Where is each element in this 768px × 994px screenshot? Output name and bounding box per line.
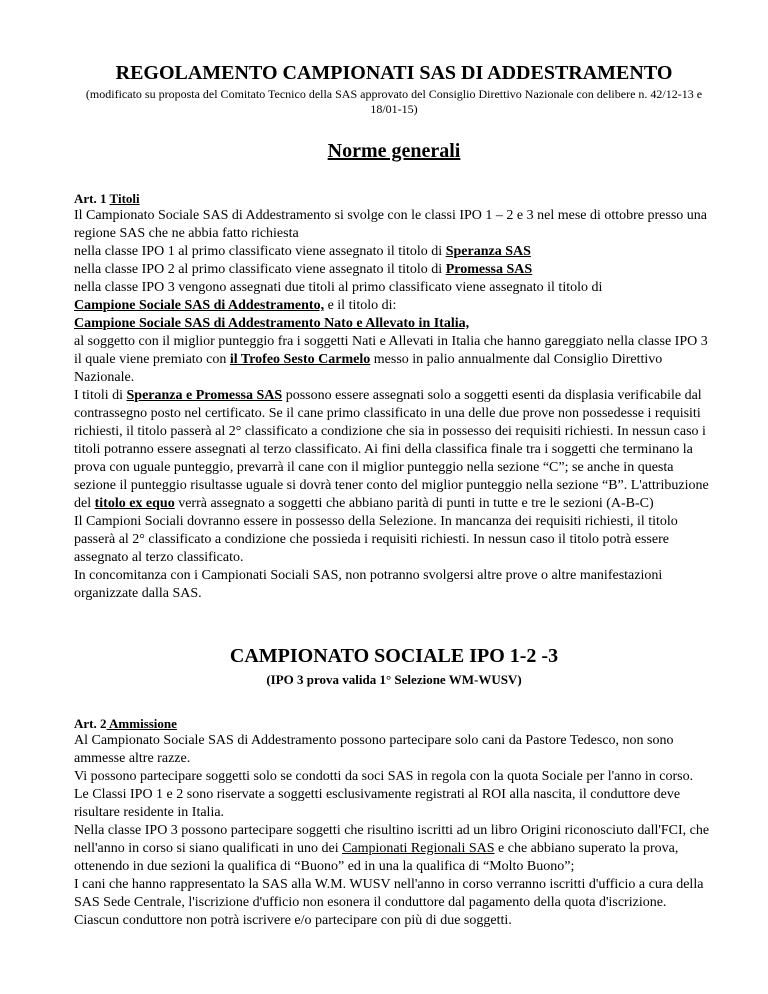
title-promessa-sas: Promessa SAS (445, 262, 533, 277)
titolo-ex-equo: titolo ex equo (94, 496, 175, 511)
document-subtitle: (modificato su proposta del Comitato Tecnico della SAS approvato del Consiglio Direttivo Nazionale con delibere n. 42/12-13 e 18/01-15) (85, 87, 703, 116)
article-1-title: Titoli (109, 191, 140, 206)
title-speranza-sas: Speranza SAS (445, 244, 531, 259)
speranza-promessa-sas: Speranza e Promessa SAS (126, 388, 283, 403)
paragraph: Al Campionato Sociale SAS di Addestramento possono partecipare solo cani da Pastore Tedesco, non sono ammesse altre razze. (74, 733, 674, 766)
article-2 (74, 715, 714, 930)
article-1-heading (74, 190, 714, 207)
paragraph: I titoli di Speranza e Promessa SAS possono essere assegnati solo a soggetti esenti da displasia verificabile dal contrassegno posto nel certificato. Se il cane primo classificato in una delle due prove non possedesse i requisiti richiesti, il titolo passerà al 2° classificato a condizione che sia in possesso dei requisiti richiesti. In nessun caso i titoli potranno essere assegnati al terzo classificato. Ai fini della classifica finale tra i soggetti che terminano la prova con uguale punteggio, prevarrà il cane con il miglior punteggio nella sezione “C”; se anche in questa sezione il punteggio risultasse uguale si dovrà tener conto del miglior punteggio nella sezione “B”. L'attribuzione del titolo ex equo verrà assegnato a soggetti che abbiano parità di punti in tutte e tre le sezioni (A-B-C) (74, 388, 709, 511)
paragraph: Le Classi IPO 1 e 2 sono riservate a soggetti esclusivamente registrati al ROI alla nascita, il conduttore deve risultare residente in Italia. (74, 787, 681, 820)
paragraph: nella classe IPO 1 al primo classificato viene assegnato il titolo di Speranza SAS (74, 244, 531, 259)
paragraph: Il Campioni Sociali dovranno essere in possesso della Selezione. In mancanza dei requisiti richiesti, il titolo passerà al 2° classificato a condizione che possieda i requisiti richiesti. In nessun caso il titolo potrà essere assegnato al terzo classificato. (74, 514, 678, 565)
paragraph: Campione Sociale SAS di Addestramento, e il titolo di: (74, 298, 397, 313)
document-page (74, 62, 714, 930)
article-2-heading (74, 715, 714, 732)
paragraph: Nella classe IPO 3 possono partecipare soggetti che risultino iscritti ad un libro Origini riconosciuto dall'FCI, che nell'anno in corso si siano qualificati in uno dei Campionati Regionali SAS e che abbiano superato la prova, ottenendo in due sezioni la qualifica di “Buono” ed in una la qualifica di “Molto Buono”; (74, 823, 710, 874)
paragraph: nella classe IPO 3 vengono assegnati due titoli al primo classificato viene assegnato il titolo di (74, 280, 603, 295)
section-heading-norme-generali: Norme generali (327, 140, 461, 162)
paragraph: I cani che hanno rappresentato la SAS alla W.M. WUSV nell'anno in corso verranno iscritti d'ufficio a cura della SAS Sede Centrale, l'iscrizione d'ufficio non esonera il conduttore dal pagamento della quota d'iscrizione. (74, 877, 704, 910)
paragraph: al soggetto con il miglior punteggio fra i soggetti Nati e Allevati in Italia che hanno gareggiato nella classe IPO 3 il quale viene premiato con il Trofeo Sesto Carmelo messo in palio annualmente dal Consiglio Direttivo Nazionale. (74, 334, 708, 385)
paragraph: nella classe IPO 2 al primo classificato viene assegnato il titolo di Promessa SAS (74, 262, 533, 277)
title-campione-sociale: Campione Sociale SAS di Addestramento, (74, 298, 325, 313)
title-campione-nato-allevato: Campione Sociale SAS di Addestramento Nato e Allevato in Italia, (74, 316, 470, 331)
trofeo-sesto-carmelo: il Trofeo Sesto Carmelo (229, 352, 371, 367)
document-title: REGOLAMENTO CAMPIONATI SAS DI ADDESTRAMENTO (115, 62, 673, 84)
article-2-title: Ammissione (106, 716, 177, 731)
paragraph: In concomitanza con i Campionati Sociali SAS, non potranno svolgersi altre prove o altre manifestazioni organizzate dalla SAS. (74, 568, 663, 601)
section-heading-campionato: CAMPIONATO SOCIALE IPO 1-2 -3 (229, 645, 559, 667)
paragraph: Ciascun conduttore non potrà iscrivere e/o partecipare con più di due soggetti. (74, 913, 512, 928)
article-2-number: Art. 2 (74, 716, 107, 731)
article-1-number: Art. 1 (74, 191, 110, 206)
campionati-regionali-sas: Campionati Regionali SAS (342, 841, 495, 856)
section-note: (IPO 3 prova valida 1° Selezione WM-WUSV) (266, 672, 522, 687)
paragraph: Il Campionato Sociale SAS di Addestramento si svolge con le classi IPO 1 – 2 e 3 nel mese di ottobre presso una regione SAS che ne abbia fatto richiesta (74, 208, 708, 241)
paragraph: Vi possono partecipare soggetti solo se condotti da soci SAS in regola con la quota Sociale per l'anno in corso. (74, 769, 694, 784)
article-1 (74, 190, 714, 603)
section-campionato-sociale (74, 644, 714, 930)
